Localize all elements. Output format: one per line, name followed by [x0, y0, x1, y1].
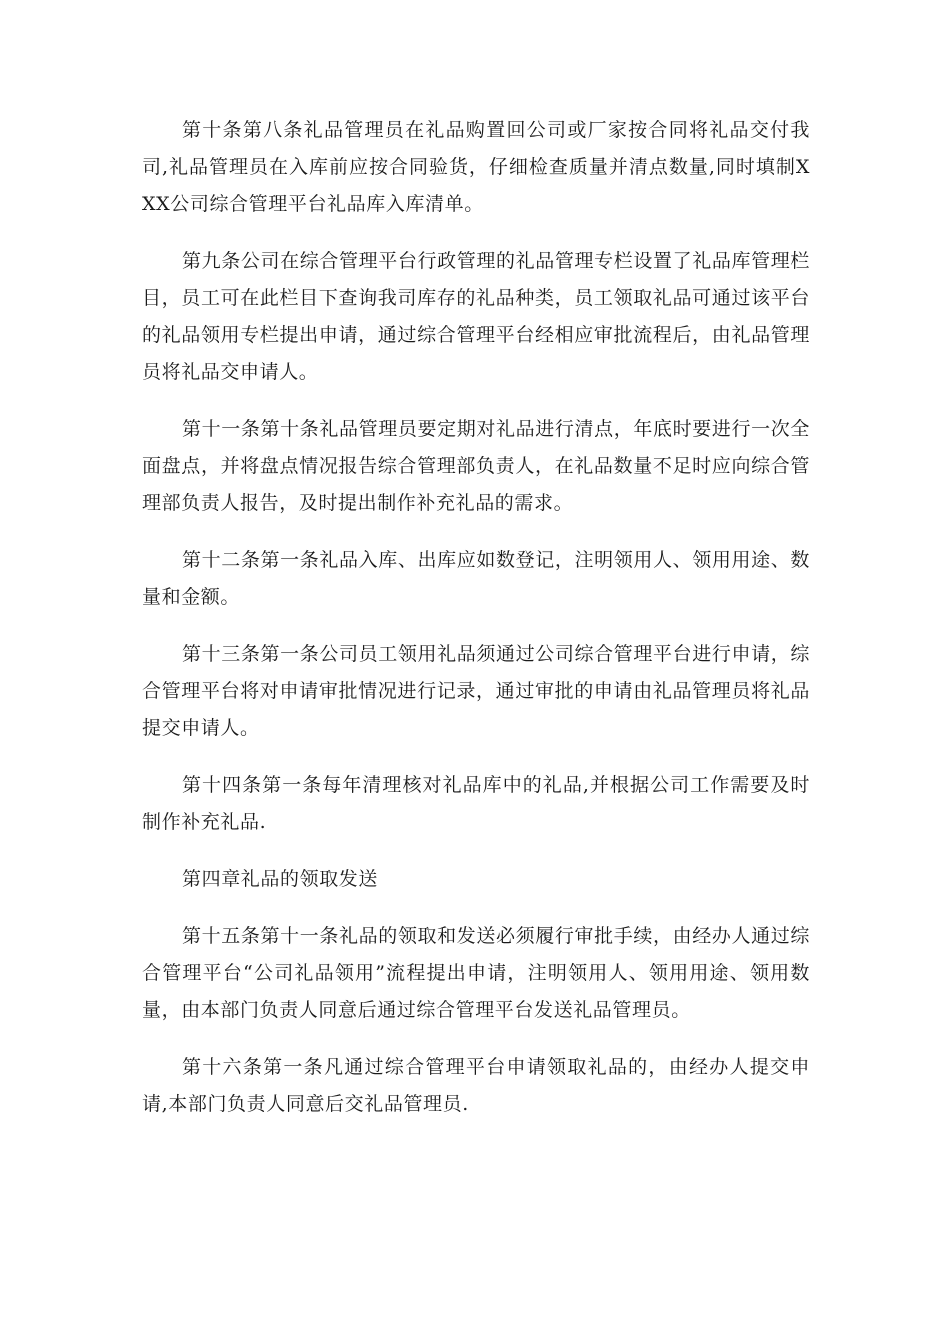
chapter-4-heading: 第四章礼品的领取发送 — [182, 868, 379, 890]
article-11-paragraph: 第十一条第十条礼品管理员要定期对礼品进行清点，年底时要进行一次全面盘点，并将盘点情况报告综合管理部负责人，在礼品数量不足时应向综合管理部负责人报告，及时提出制作补充礼品的需求。 — [142, 418, 810, 514]
article-10-paragraph: 第十条第八条礼品管理员在礼品购置回公司或厂家按合同将礼品交付我司,礼品管理员在入库前应按合同验货，仔细检查质量并清点数量,同时填制XXX公司综合管理平台礼品库入库清单。 — [142, 119, 810, 215]
article-16-paragraph: 第十六条第一条凡通过综合管理平台申请领取礼品的，由经办人提交申请,本部门负责人同意后交礼品管理员. — [142, 1056, 810, 1115]
article-15-paragraph: 第十五条第十一条礼品的领取和发送必须履行审批手续，由经办人通过综合管理平台“公司礼品领用”流程提出申请，注明领用人、领用用途、领用数量，由本部门负责人同意后通过综合管理平台发送礼品管理员。 — [142, 925, 810, 1021]
article-13-paragraph: 第十三条第一条公司员工领用礼品须通过公司综合管理平台进行申请，综合管理平台将对申请审批情况进行记录，通过审批的申请由礼品管理员将礼品提交申请人。 — [142, 643, 810, 739]
article-12-paragraph: 第十二条第一条礼品入库、出库应如数登记，注明领用人、领用用途、数量和金额。 — [142, 549, 810, 608]
article-14-paragraph: 第十四条第一条每年清理核对礼品库中的礼品,并根据公司工作需要及时制作补充礼品. — [142, 774, 810, 833]
article-9-paragraph: 第九条公司在综合管理平台行政管理的礼品管理专栏设置了礼品库管理栏目，员工可在此栏目下查询我司库存的礼品种类，员工领取礼品可通过该平台的礼品领用专栏提出申请，通过综合管理平台经相应审批流程后，由礼品管理员将礼品交申请人。 — [142, 250, 810, 383]
